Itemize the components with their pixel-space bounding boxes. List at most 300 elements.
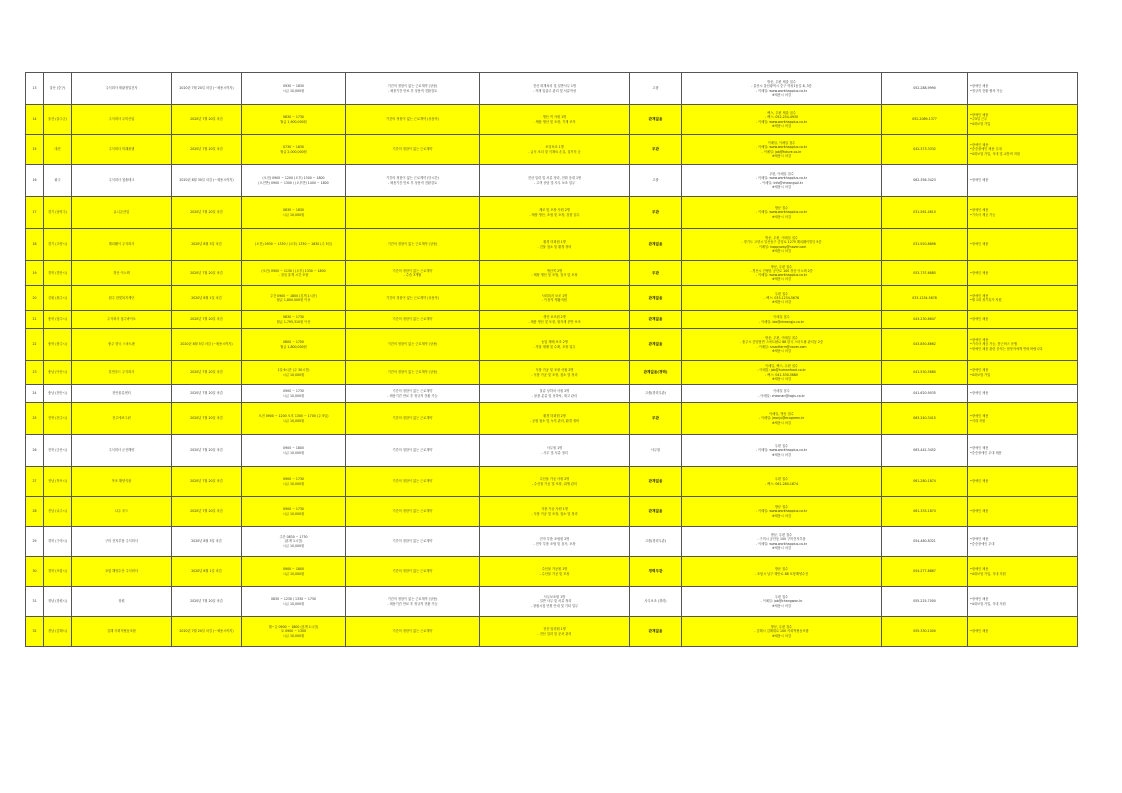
cell-deadline	[172, 286, 242, 311]
phone-text: 063-240-3415	[913, 416, 936, 421]
cell-duties	[480, 403, 630, 435]
req-line: •장애인 채용	[970, 338, 989, 343]
table-row	[26, 497, 1078, 527]
contact-line: 방문, 우편 접수	[770, 533, 793, 538]
type-line: 기간의 정함이 없는 근로계약	[392, 317, 433, 322]
cell-duties	[480, 497, 630, 527]
hours-line: 토 0900 ~ 1300	[280, 629, 306, 634]
req-line: •장애인 채용	[970, 414, 989, 419]
cell-region	[44, 105, 72, 135]
req-line: •4대보험 가입, 식대 및 교통비 지원	[970, 151, 1021, 156]
cell-badge	[630, 135, 682, 165]
contact-line: 방문 접수	[774, 567, 789, 572]
cell-phone	[882, 435, 968, 467]
phone-text: 031-561-4610	[913, 210, 936, 215]
contact-line: ※채용시 마감	[771, 184, 792, 189]
cell-region	[44, 135, 72, 165]
contact-line: 이메일 접수	[773, 389, 790, 394]
hours-line: 0900 ~ 1730	[283, 507, 304, 512]
cell-contact	[682, 467, 882, 497]
region-text: 경남 (김해시)	[48, 629, 67, 634]
req-line: •장애인 채용	[970, 208, 989, 213]
req-line: •장애인 채용	[970, 317, 989, 322]
requirement-badge: 관계없음	[648, 295, 663, 300]
contact-line: 이메일, 팩스, 우편 접수	[765, 364, 798, 369]
cell-no	[26, 329, 44, 361]
cell-region	[44, 197, 72, 229]
type-line: 기간의 정함이 없는 근로계약 (상용)	[387, 597, 438, 602]
cell-region	[44, 229, 72, 261]
cell-region	[44, 557, 72, 587]
cell-badge	[630, 587, 682, 617]
requirement-badge: 경력무관	[648, 569, 663, 574]
contact-line: 방문 접수	[774, 206, 789, 211]
type-line: 기간의 정함이 없는 근로계약	[392, 268, 433, 273]
hours-line: (오전) 0900 ~ 1200 (오후) 1300 ~ 1800	[262, 176, 325, 181]
cell-phone	[882, 527, 968, 557]
cell-req	[968, 165, 1078, 197]
duties-line: - 수산물 가공 및 포장	[539, 571, 570, 576]
cell-type	[346, 73, 480, 105]
table-row	[26, 403, 1078, 435]
duties-line: 물류 상하차 사원 2명	[539, 389, 570, 394]
cell-badge	[630, 105, 682, 135]
req-line: •장애인 채용 관련 문의는 담당자에게 연락 바랍니다	[970, 346, 1043, 351]
cell-duties	[480, 311, 630, 329]
cell-req	[968, 527, 1078, 557]
no-text: 22	[32, 342, 37, 347]
cell-type	[346, 587, 480, 617]
contact-line: - 포항시 남구 해안로 88 포항해양수산	[754, 571, 809, 576]
type-line: - 채용기간 만료 후 상용직 전환검토	[387, 88, 438, 93]
cell-type	[346, 197, 480, 229]
table-row	[26, 329, 1078, 361]
company-text: 휴먼푸드 주식회사	[108, 370, 135, 375]
hours-line: 0900 ~ 1730	[283, 389, 304, 394]
company-text: 주식회사 군산해양	[108, 448, 135, 453]
duties-line: 전자 부품 조립원 2명	[539, 537, 570, 542]
hours-line: 0900 ~ 1800	[283, 446, 304, 451]
cell-phone	[882, 403, 968, 435]
cell-company	[72, 617, 172, 647]
type-line: 기간의 정함이 없는 근로계약	[392, 479, 433, 484]
cell-deadline	[172, 197, 242, 229]
table-row	[26, 527, 1078, 557]
duties-line: - 공원 청소 및 녹지 관리, 환경 정비	[529, 418, 580, 423]
cell-duties	[480, 197, 630, 229]
req-line: •월 1회 정기휴가 지원	[970, 298, 1002, 302]
requirement-badge: 관계없음(경력)	[643, 370, 668, 375]
no-text: 26	[32, 448, 37, 453]
cell-req	[968, 261, 1078, 286]
phone-text: 055-330-1000	[913, 629, 936, 634]
cell-hours	[242, 165, 346, 197]
contact-line: 방문 접수	[774, 505, 789, 510]
deadline-text: 2020년 7월 20일 마감	[190, 479, 223, 484]
type-line: - 수습 3개월	[403, 273, 422, 277]
type-line: 기간의 정함이 없는 근로계약	[392, 147, 433, 152]
company-text: 주식회사 태광정밀전자	[105, 86, 138, 91]
duties-line: 생산 직 사원 1명	[542, 115, 567, 120]
contact-line: - 이메일: www.workhapplus.co.kr	[755, 273, 808, 277]
hours-line: (오전) 0930 ~ 1330 / (오후) 1330 ~ 1830 (주 5일)	[255, 242, 332, 247]
cell-no	[26, 261, 44, 286]
contact-line: 방문, 우편 접수	[770, 264, 793, 269]
phone-text: 062-356-3423	[913, 178, 936, 183]
hours-line: 월급 1,900,000원	[280, 119, 307, 124]
cell-deadline	[172, 527, 242, 557]
cell-type	[346, 165, 480, 197]
hours-line: (오전반) 0900 ~ 1300 / (오후반) 1400 ~ 1800	[258, 180, 329, 185]
duties-line: - 창원시청 민원 안내 및 기타 업무	[530, 603, 579, 608]
cell-type	[346, 286, 480, 311]
requirement-badge: 고졸(경력무관)	[645, 391, 666, 396]
duties-line: 전산 회계처리 및 일반사무 1명	[532, 84, 577, 89]
duties-line: - 제품 생산 및 조립, 검사 및 포장	[531, 273, 578, 277]
cell-badge	[630, 261, 682, 286]
cell-hours	[242, 385, 346, 403]
cell-phone	[882, 229, 968, 261]
company-text: 창원	[118, 599, 125, 604]
contact-line: - 이메일: www.workhapplus.co.kr	[755, 509, 808, 514]
deadline-text: 2020년 7월 20일 마감	[190, 317, 223, 322]
cell-phone	[882, 385, 968, 403]
region-text: 경기 (고양시)	[48, 242, 67, 247]
no-text: 18	[32, 242, 37, 247]
hours-line: 월급 1,800,000원 이상	[276, 298, 311, 302]
req-line: •장애인 채용	[970, 509, 989, 514]
cell-hours	[242, 286, 346, 311]
table-row	[26, 73, 1078, 105]
company-text: 충주 한국 스마트팜	[108, 342, 135, 347]
hours-line: 주간 0830 ~ 1730	[279, 535, 308, 540]
hours-line: - 점심 휴게 시간 포함	[278, 273, 309, 277]
contact-line: 우편 접수	[774, 477, 789, 482]
hours-line: 시급 10,000원	[282, 372, 305, 377]
cell-duties	[480, 435, 630, 467]
cell-badge	[630, 527, 682, 557]
no-text: 24	[32, 391, 37, 396]
cell-hours	[242, 105, 346, 135]
hours-line: 0930 ~ 1830	[283, 84, 304, 89]
hours-line: 0900 ~ 1800	[283, 567, 304, 572]
phone-text: 052-288-9990	[913, 86, 936, 91]
contact-line: ※채용시 마감	[771, 513, 792, 518]
table-row	[26, 435, 1078, 467]
cell-no	[26, 403, 44, 435]
type-line: 기간의 정함이 없는 근로계약 (상용)	[387, 370, 438, 375]
cell-deadline	[172, 435, 242, 467]
cell-contact	[682, 165, 882, 197]
region-text: 경기 (남양주)	[48, 210, 67, 215]
cell-req	[968, 197, 1078, 229]
cell-contact	[682, 403, 882, 435]
cell-req	[968, 105, 1078, 135]
cell-contact	[682, 261, 882, 286]
hours-line: 시급 10,000원	[282, 450, 305, 455]
contact-line: ※채용시 마감	[771, 214, 792, 219]
req-line: •장애인 채용	[970, 537, 989, 542]
cell-hours	[242, 329, 346, 361]
cell-phone	[882, 165, 968, 197]
duties-line: 생산 보조원 2명	[543, 315, 566, 320]
type-line: 기간의 정함이 없는 근로계약 (단시간)	[386, 176, 439, 181]
cell-duties	[480, 229, 630, 261]
duties-line: - 자재 입출고 관리 및 서류작성	[532, 88, 577, 93]
no-text: 32	[32, 629, 37, 634]
cell-contact	[682, 527, 882, 557]
req-line: •장애인 채용	[970, 242, 989, 247]
duties-line: 농업 재배 보조 2명	[541, 340, 568, 345]
req-line: •장애인 채용	[970, 479, 989, 484]
table-row	[26, 361, 1078, 385]
contact-line: - 이메일: job@humanfood.co.kr	[757, 368, 806, 373]
cell-req	[968, 311, 1078, 329]
cell-company	[72, 435, 172, 467]
contact-line: - 이메일: smartfarm@naver.com	[756, 344, 807, 349]
type-line: 기간의 정함이 없는 근로계약	[392, 539, 433, 544]
cell-company	[72, 587, 172, 617]
cell-duties	[480, 467, 630, 497]
contact-line: ※채용시 마감	[771, 420, 792, 425]
cell-deadline	[172, 261, 242, 286]
cell-region	[44, 617, 72, 647]
cell-contact	[682, 135, 882, 165]
type-line: 기간의 정함이 없는 근로계약	[392, 509, 433, 514]
contact-line: ※채용시 마감	[771, 153, 792, 158]
cell-company	[72, 361, 172, 385]
hours-line: 0900 ~ 1730	[283, 477, 304, 482]
cell-no	[26, 165, 44, 197]
duties-line: - 수산물 가공 및 포장, 위생 관리	[531, 481, 578, 486]
cell-hours	[242, 229, 346, 261]
cell-company	[72, 165, 172, 197]
cell-type	[346, 497, 480, 527]
cell-phone	[882, 361, 968, 385]
cell-no	[26, 135, 44, 165]
type-line: 기간의 정함이 없는 근로계약	[392, 389, 433, 394]
requirement-badge: 관계없음	[648, 242, 663, 247]
contact-line: - 경산시 진량읍 공단로 100 경산 이노텍 2층	[750, 268, 813, 273]
contact-line: - 충주시 중앙탑면 스마트팜로 88 한국 스마트팜 관리동 2층	[739, 340, 824, 345]
cell-type	[346, 557, 480, 587]
cell-req	[968, 229, 1078, 261]
region-text: 광주	[54, 178, 61, 183]
company-text: 나주 푸드	[114, 509, 129, 514]
req-line: •중증장애인 우대 채용	[970, 450, 1002, 455]
cell-req	[968, 617, 1078, 647]
cell-phone	[882, 197, 968, 229]
cell-region	[44, 497, 72, 527]
cell-no	[26, 385, 44, 403]
table-row	[26, 165, 1078, 197]
region-text: 충북 (충주시)	[48, 342, 67, 347]
phone-text: 052-2089-1377	[912, 117, 937, 122]
req-line: •장애인 채용	[970, 368, 989, 373]
no-text: 16	[32, 178, 37, 183]
cell-deadline	[172, 403, 242, 435]
cell-type	[346, 403, 480, 435]
cell-req	[968, 497, 1078, 527]
cell-badge	[630, 617, 682, 647]
duties-line: - 식품 가공 및 포장, 청소 및 정리	[531, 511, 578, 516]
cell-company	[72, 229, 172, 261]
duties-line: 생산직 2명	[546, 268, 563, 273]
hours-line: 시급 10,000원	[282, 481, 305, 486]
contact-line: ※채용시 마감	[771, 603, 792, 608]
contact-line: - 이메일: www.workhapplus.co.kr	[755, 176, 808, 181]
hours-line: 월급 2,000,000원	[280, 149, 307, 154]
cell-company	[72, 527, 172, 557]
duties-line: - 건물 청소 및 환경 정비	[537, 244, 572, 249]
cell-company	[72, 385, 172, 403]
req-line: •장애인 채용	[970, 113, 989, 118]
hours-line: (휴게 1시간)	[284, 539, 303, 544]
contact-line: 우편 접수	[774, 444, 789, 449]
hours-line: 0830 ~ 1830	[283, 208, 304, 213]
table-row	[26, 197, 1078, 229]
requirement-badge: 관계없음	[648, 117, 663, 122]
phone-text: 054-480-8321	[913, 539, 936, 544]
job-listing-table	[25, 72, 1078, 647]
contact-line: ※채용시 마감	[771, 248, 792, 253]
cell-contact	[682, 197, 882, 229]
cell-phone	[882, 73, 968, 105]
region-text: 울산 (울주군)	[48, 117, 67, 122]
deadline-text: 2020년 7월 20일 마감 (~채용시까지)	[179, 629, 234, 634]
company-text: 전주에코그린	[112, 416, 131, 421]
cell-no	[26, 617, 44, 647]
req-line: •장애인 채용	[970, 391, 989, 396]
no-text: 25	[32, 416, 37, 421]
deadline-text: 2020년 7월 20일 마감	[190, 448, 223, 453]
type-line: 기간의 정함이 없는 근로계약	[392, 416, 433, 421]
region-text: 울산 (중구)	[49, 86, 66, 91]
cell-hours	[242, 311, 346, 329]
cell-company	[72, 557, 172, 587]
req-line: •장애인 채용	[970, 446, 989, 451]
cell-duties	[480, 286, 630, 311]
phone-text: 042-373-3332	[913, 147, 936, 152]
duties-line: 사회복지 보조 1명	[541, 293, 568, 298]
cell-phone	[882, 286, 968, 311]
req-line: •장애인 채용	[970, 143, 989, 148]
cell-region	[44, 261, 72, 286]
cell-phone	[882, 617, 968, 647]
cell-hours	[242, 361, 346, 385]
cell-type	[346, 311, 480, 329]
hours-line: 시급 10,000원	[282, 393, 305, 398]
no-text: 28	[32, 509, 37, 514]
table-row	[26, 311, 1078, 329]
region-text: 대전	[54, 147, 61, 152]
cell-deadline	[172, 73, 242, 105]
cell-duties	[480, 165, 630, 197]
cell-duties	[480, 361, 630, 385]
contact-line: - 울산시 울산광역시 중구 학성1동길 8, 3층	[751, 84, 812, 89]
cell-hours	[242, 587, 346, 617]
type-line: 기간의 정함이 없는 근로계약 (상용)	[387, 342, 438, 347]
cell-deadline	[172, 135, 242, 165]
cell-deadline	[172, 361, 242, 385]
cell-contact	[682, 435, 882, 467]
cell-phone	[882, 135, 968, 165]
cell-badge	[630, 311, 682, 329]
cell-hours	[242, 261, 346, 286]
contact-line: ※채용시 마감	[771, 348, 792, 353]
cell-no	[26, 229, 44, 261]
cell-region	[44, 73, 72, 105]
contact-line: 방문, 우편 제출 접수	[767, 80, 796, 85]
cell-no	[26, 467, 44, 497]
contact-line: 우편, 이메일 접수	[769, 172, 794, 177]
duties-line: 식품 가공 사원 1명	[541, 507, 568, 512]
duties-line: - 제품 생산 및 포장, 기계 조작	[533, 119, 576, 124]
contact-line: ※채용시 마감	[771, 545, 792, 550]
deadline-text: 2020년 7월 20일 마감	[190, 210, 223, 215]
cell-contact	[682, 229, 882, 261]
contact-line: - 이메일: bio@cheongju.co.kr	[759, 319, 804, 324]
duties-line: 수산물 가공원 1명	[541, 567, 568, 572]
deadline-text: 2020년 7월 20일 마감 (~채용시까지)	[179, 86, 234, 91]
phone-text: 031-920-8896	[913, 242, 936, 247]
contact-line: 우편 접수	[774, 595, 789, 600]
cell-deadline	[172, 329, 242, 361]
region-text: 충남 (천안시)	[48, 391, 67, 396]
company-text: 주식회사 청솔테크	[108, 178, 135, 183]
contact-line: ※채용시 마감	[771, 300, 792, 305]
company-text: 포항 해양수산 주식회사	[105, 569, 138, 574]
cell-deadline	[172, 385, 242, 403]
company-text: 주식회사 미래플랜	[108, 147, 135, 152]
contact-line: 이메일, 이메일 접수	[767, 141, 796, 146]
phone-text: 033-1234-5678	[912, 295, 937, 300]
cell-contact	[682, 617, 882, 647]
hours-line: 0800 ~ 1700	[283, 340, 304, 345]
requirement-badge: 관계없음	[648, 509, 663, 514]
req-line: •4대보험 가입, 식대 지원	[970, 571, 1006, 576]
duties-line: - 식품 가공 및 포장, 청소 및 정리	[531, 372, 578, 377]
cell-req	[968, 286, 1078, 311]
requirement-badge: 고졸	[652, 86, 659, 91]
cell-type	[346, 329, 480, 361]
hours-line: 1일 6시간 (주 30시간)	[277, 368, 310, 373]
deadline-text: 2020년 7월 20일 마감	[190, 416, 223, 421]
table-row	[26, 467, 1078, 497]
job-rows	[26, 73, 1078, 647]
hours-line: 월~금 0900 ~ 1800 (휴게 1시간)	[268, 625, 319, 630]
cell-badge	[630, 329, 682, 361]
cell-no	[26, 197, 44, 229]
req-line: •장애인 채용	[970, 597, 989, 602]
cell-type	[346, 617, 480, 647]
deadline-text: 2020년 7월 20일 마감	[190, 270, 223, 275]
contact-line: ※채용시 마감	[771, 633, 792, 638]
deadline-text: 2020년 8월 1일 마감	[191, 295, 222, 300]
hours-line: (오전) 0900 ~ 1130 / (오후) 1330 ~ 1800	[261, 268, 326, 273]
cell-phone	[882, 557, 968, 587]
duties-line: 제조 및 포장 사원 2명	[539, 208, 570, 213]
no-text: 13	[32, 86, 37, 91]
cell-contact	[682, 361, 882, 385]
cell-duties	[480, 73, 630, 105]
company-text: 주식회사 청주바이오	[107, 317, 136, 322]
cell-duties	[480, 527, 630, 557]
req-line: •장애인 채용	[970, 293, 989, 298]
cell-duties	[480, 261, 630, 286]
contact-line: - 이메일: www.workhapplus.co.kr	[755, 145, 808, 150]
cell-req	[968, 361, 1078, 385]
